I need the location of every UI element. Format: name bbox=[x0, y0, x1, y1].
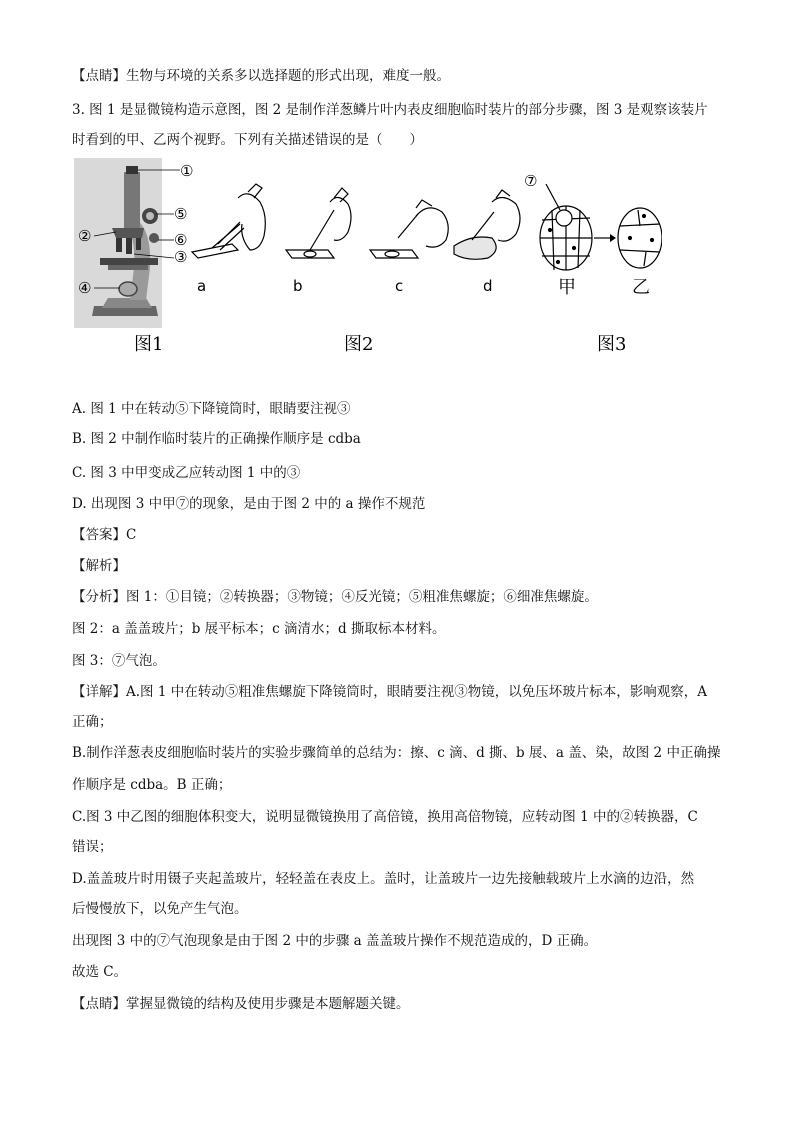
question-line-2: 时看到的甲、乙两个视野。下列有关描述错误的是（ ） bbox=[72, 132, 423, 148]
view-yi-illustration bbox=[618, 208, 662, 268]
analysis-line: 图 2：a 盖盖玻片；b 展平标本；c 滴清水；d 撕取标本材料。 bbox=[72, 621, 446, 637]
analysis-line: 出现图 3 中的⑦气泡现象是由于图 2 中的步骤 a 盖盖玻片操作不规范造成的，D 正确。 bbox=[72, 933, 598, 949]
option-c: C. 图 3 中甲变成乙应转动图 1 中的③ bbox=[72, 465, 301, 481]
mark-3: ③ bbox=[174, 248, 188, 266]
view-label-jia: 甲 bbox=[558, 277, 576, 298]
step-b-illustration bbox=[286, 188, 351, 258]
analysis-header: 【解析】 bbox=[72, 558, 126, 574]
analysis-line: 图 3：⑦气泡。 bbox=[72, 653, 166, 669]
mark-6: ⑥ bbox=[174, 231, 188, 249]
step-a-illustration bbox=[192, 184, 265, 258]
analysis-line: 故选 C。 bbox=[72, 964, 128, 980]
figure-illustration bbox=[72, 158, 662, 358]
mark-7: ⑦ bbox=[524, 172, 538, 190]
view-label-yi: 乙 bbox=[632, 277, 650, 298]
analysis-line: B.制作洋葱表皮细胞临时装片的实验步骤简单的总结为：擦、c 滴、d 撕、b 展、a 盖、染，故图 2 中正确操 bbox=[72, 745, 721, 761]
mark-5: ⑤ bbox=[174, 205, 188, 223]
step-label-c: c bbox=[395, 277, 404, 295]
fig3-caption: 图3 bbox=[597, 334, 627, 355]
analysis-line: D.盖盖玻片时用镊子夹起盖玻片，轻轻盖在表皮上。盖时，让盖玻片一边先接触载玻片上水滴的边沿，然 bbox=[72, 871, 695, 887]
intro-note: 【点睛】生物与环境的关系多以选择题的形式出现，难度一般。 bbox=[72, 68, 450, 84]
step-d-illustration bbox=[454, 190, 520, 259]
option-b: B. 图 2 中制作临时装片的正确操作顺序是 cdba bbox=[72, 431, 361, 447]
arrow-icon bbox=[594, 234, 616, 242]
analysis-line: C.图 3 中乙图的细胞体积变大，说明显微镜换用了高倍镜，换用高倍物镜，应转动图 1 中的②转换器，C bbox=[72, 809, 698, 825]
analysis-line: 后慢慢放下，以免产生气泡。 bbox=[72, 901, 248, 917]
analysis-line: 【详解】A.图 1 中在转动⑤粗准焦螺旋下降镜筒时，眼睛要注视③物镜，以免压坏玻片标本，影响观察，A bbox=[72, 684, 707, 700]
step-label-d: d bbox=[483, 277, 493, 295]
option-d: D. 出现图 3 中甲⑦的现象，是由于图 2 中的 a 操作不规范 bbox=[72, 496, 426, 512]
mark-1: ① bbox=[180, 162, 194, 180]
step-c-illustration bbox=[370, 200, 448, 258]
question-line-1: 3. 图 1 是显微镜构造示意图，图 2 是制作洋葱鳞片叶内表皮细胞临时装片的部分步骤，图 3 是观察该装片 bbox=[72, 102, 708, 118]
fig1-caption: 图1 bbox=[134, 334, 164, 355]
analysis-line: 【点睛】掌握显微镜的结构及使用步骤是本题解题关键。 bbox=[72, 996, 410, 1012]
option-a: A. 图 1 中在转动⑤下降镜筒时，眼睛要注视③ bbox=[72, 401, 351, 417]
view-jia-illustration bbox=[540, 184, 592, 270]
fig2-caption: 图2 bbox=[344, 334, 374, 355]
step-label-b: b bbox=[293, 277, 303, 295]
answer-line: 【答案】C bbox=[72, 527, 137, 543]
question-figure bbox=[72, 158, 662, 358]
microscope-illustration bbox=[74, 158, 193, 328]
analysis-line: 正确； bbox=[72, 714, 113, 730]
analysis-line: 作顺序是 cdba。B 正确； bbox=[72, 777, 232, 793]
analysis-line: 【分析】图 1：①目镜；②转换器；③物镜；④反光镜；⑤粗准焦螺旋；⑥细准焦螺旋。 bbox=[72, 589, 598, 605]
mark-4: ④ bbox=[78, 279, 92, 297]
step-label-a: a bbox=[197, 277, 207, 295]
mark-2: ② bbox=[78, 227, 92, 245]
analysis-line: 错误； bbox=[72, 839, 113, 855]
